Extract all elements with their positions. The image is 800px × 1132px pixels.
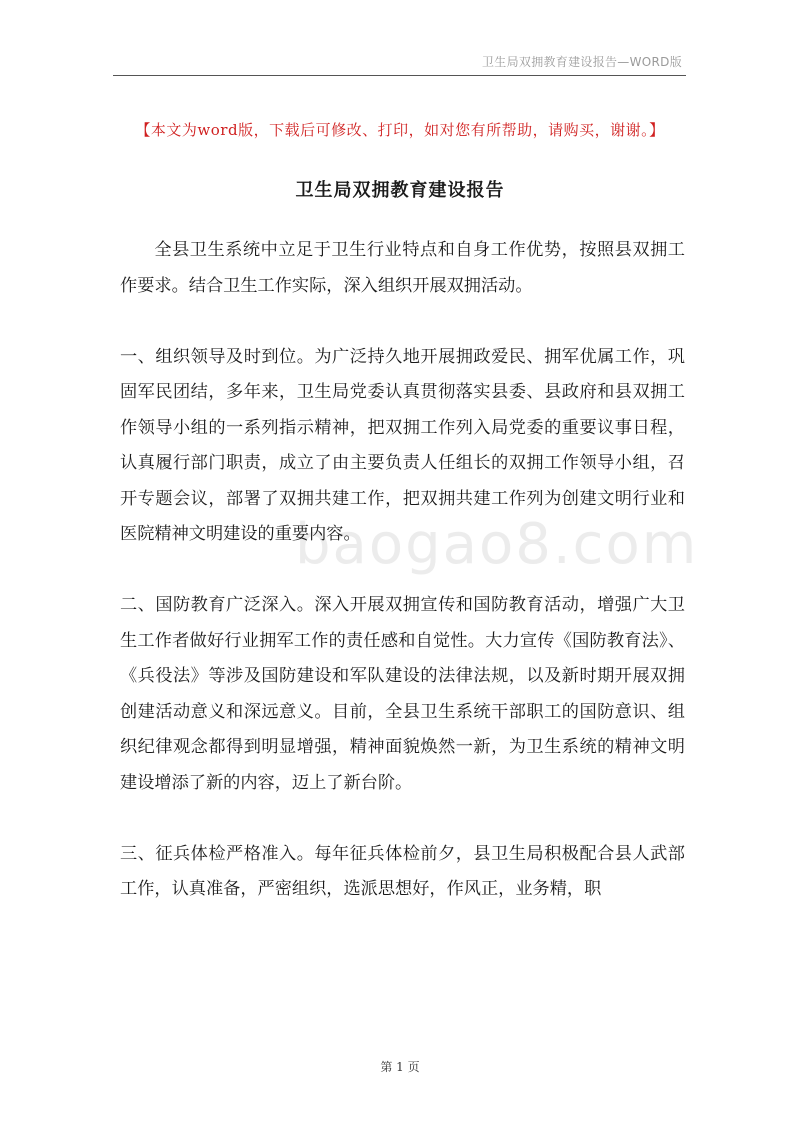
section-1-paragraph: 一、组织领导及时到位。为广泛持久地开展拥政爱民、拥军优属工作，巩固军民团结，多年来，卫生局党委认真贯彻落实县委、县政府和县双拥工作领导小组的一系列指示精神，把双拥工作列入局党委的重要议事日程，认真履行部门职责，成立了由主要负责人任组长的双拥工作领导小组，召开专题会议，部署了双拥共建工作，把双拥共建工作列为创建文明行业和医院精神文明建设的重要内容。 [120, 346, 685, 544]
intro-paragraph: 全县卫生系统中立足于卫生行业特点和自身工作优势，按照县双拥工作要求。结合卫生工作实际，深入组织开展双拥活动。 [120, 240, 685, 296]
document-title: 卫生局双拥教育建设报告 [295, 180, 505, 201]
page-number: 第 1 页 [380, 1060, 420, 1074]
running-header: 卫生局双拥教育建设报告—WORD版 [482, 55, 682, 69]
document-body [120, 233, 685, 943]
purchase-notice: 【本文为word版，下载后可修改、打印，如对您有所帮助，请购买，谢谢。】 [135, 121, 665, 139]
watermark-text: baogao8.com [295, 512, 699, 577]
section-2-paragraph: 二、国防教育广泛深入。深入开展双拥宣传和国防教育活动，增强广大卫生工作者做好行业拥军工作的责任感和自觉性。大力宣传《国防教育法》、《兵役法》等涉及国防建设和军队建设的法律法规，以及新时期开展双拥创建活动意义和深远意义。目前，全县卫生系统干部职工的国防意识、组织纪律观念都得到明显增强，精神面貌焕然一新，为卫生系统的精神文明建设增添了新的内容，迈上了新台阶。 [120, 595, 685, 793]
section-3-paragraph: 三、征兵体检严格准入。每年征兵体检前夕，县卫生局积极配合县人武部工作，认真准备，严密组织，选派思想好，作风正，业务精，职 [120, 843, 685, 899]
header-divider [113, 75, 686, 76]
